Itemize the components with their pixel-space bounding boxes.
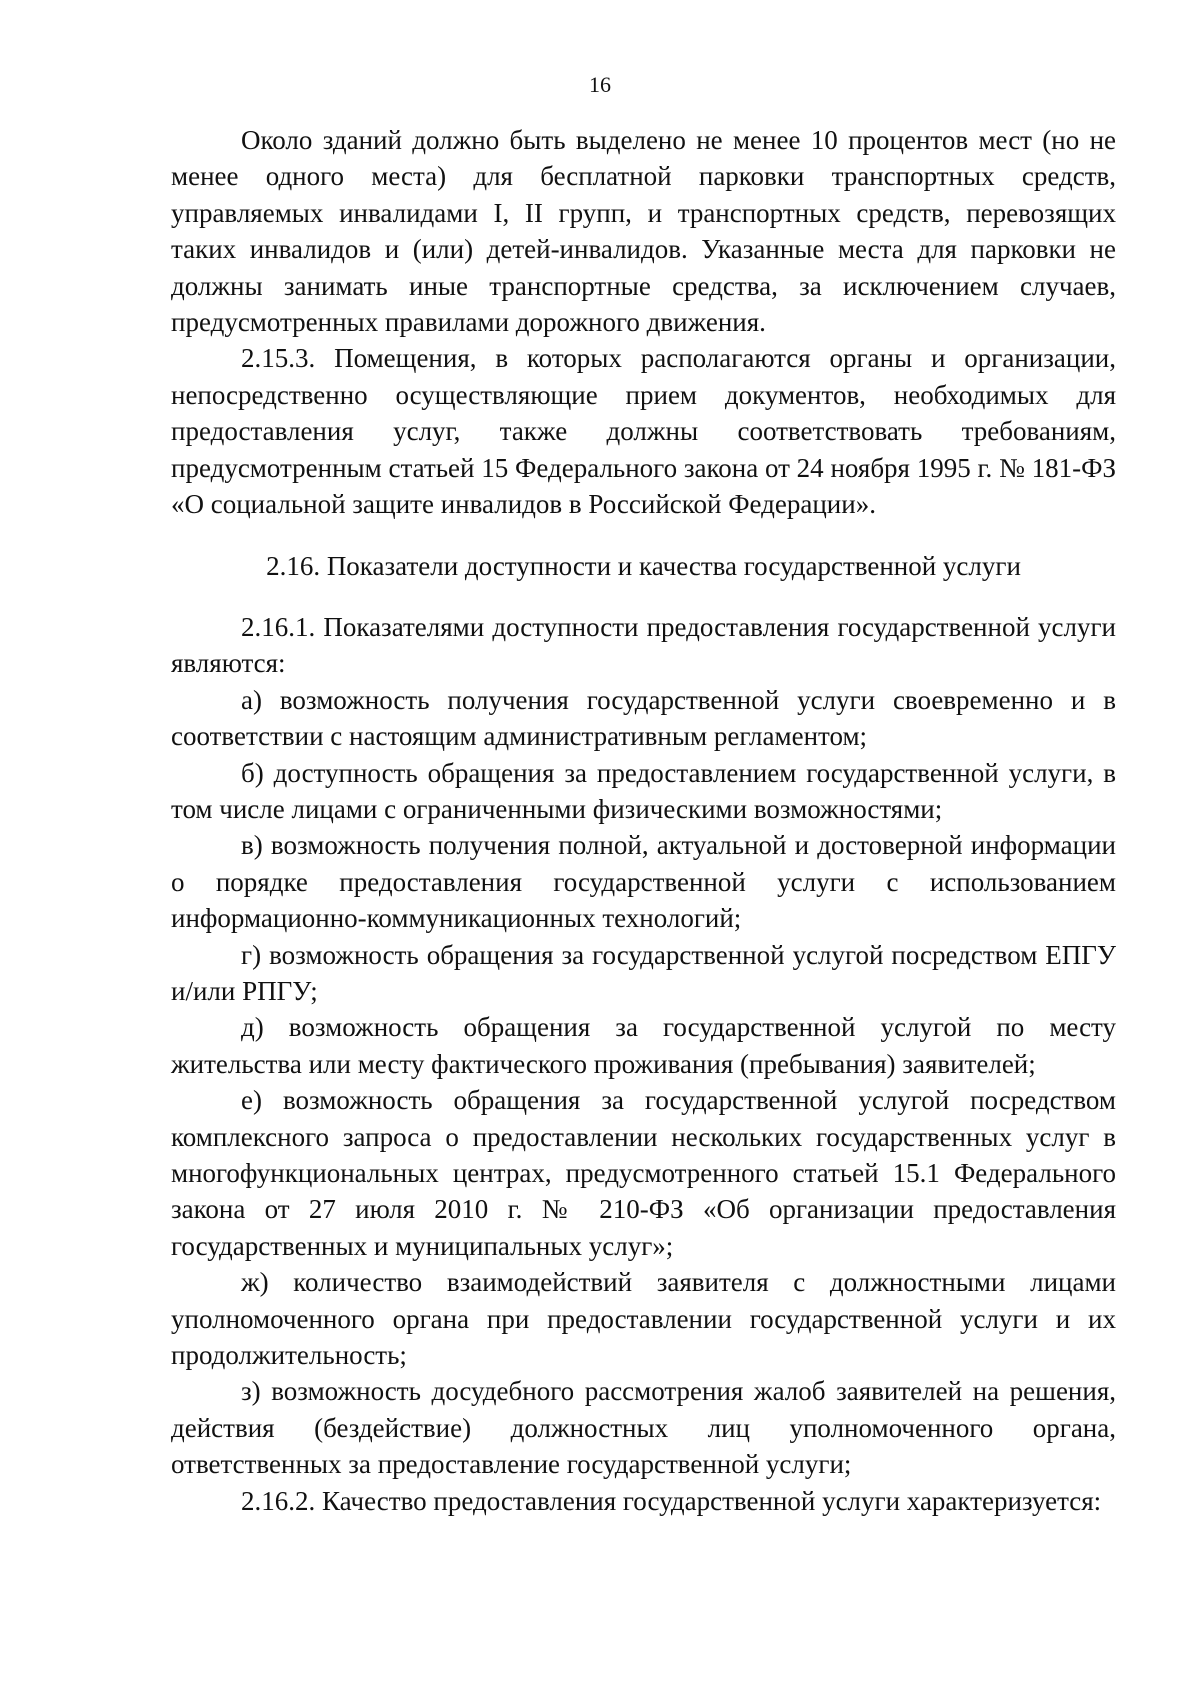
list-item-e: е) возможность обращения за государственной услугой посредством комплексного запроса о предоставлении нескольких государственных услуг в многофункциональных центрах, предусмотренного статьей 15.1 Федерального закона от 27 июля 2010 г. № 210-ФЗ «Об организации предоставления государственных и муниципальных услуг»; [171, 1085, 1116, 1261]
list-item-zh: ж) количество взаимодействий заявителя с должностными лицами уполномоченного органа при предоставлении государственной услуги и их продолжительность; [171, 1267, 1116, 1370]
document-body [171, 122, 1116, 1519]
list-item-d: д) возможность обращения за государственной услугой по месту жительства или месту фактического проживания (пребывания) заявителей; [171, 1012, 1116, 1079]
paragraph-2-16-1: 2.16.1. Показателями доступности предоставления государственной услуги являются: [171, 611, 1116, 679]
page-number: 16 [589, 72, 611, 97]
paragraph-2-16-2: 2.16.2. Качество предоставления государственной услуги характеризуется: [241, 1485, 1102, 1516]
list-item-v: в) возможность получения полной, актуальной и достоверной информации о порядке предоставления государственной услуги с использованием информационно-коммуникационных технологий; [171, 830, 1116, 934]
paragraph-parking: Около зданий должно быть выделено не менее 10 процентов мест (но не менее одного места) для бесплатной парковки транспортных средств, управляемых инвалидами I, II групп, и транспортных средств, перевозящих таких инвалидов и (или) детей-инвалидов. Указанные места для парковки не должны занимать иные транспортные средства, за исключением случаев, предусмотренных правилами дорожного движения. [171, 125, 1116, 338]
list-item-g: г) возможность обращения за государственной услугой посредством ЕПГУ и/или РПГУ; [171, 939, 1116, 1006]
paragraph-2-15-3: 2.15.3. Помещения, в которых располагаются органы и организации, непосредственно осуществляющие прием документов, необходимых для предоставления услуг, также должны соответствовать требованиям, предусмотренным статьей 15 Федерального закона от 24 ноября 1995 г. № 181-ФЗ «О социальной защите инвалидов в Российской Федерации». [171, 343, 1116, 520]
list-item-z: з) возможность досудебного рассмотрения жалоб заявителей на решения, действия (бездействие) должностных лиц уполномоченного органа, ответственных за предоставление государственной услуги; [171, 1376, 1116, 1480]
section-heading-2-16: 2.16. Показатели доступности и качества государственной услуги [266, 551, 1021, 582]
list-item-b: б) доступность обращения за предоставлением государственной услуги, в том числе лицами с ограниченными физическими возможностями; [171, 757, 1116, 824]
list-item-a: а) возможность получения государственной услуги своевременно и в соответствии с настоящим административным регламентом; [171, 684, 1116, 752]
